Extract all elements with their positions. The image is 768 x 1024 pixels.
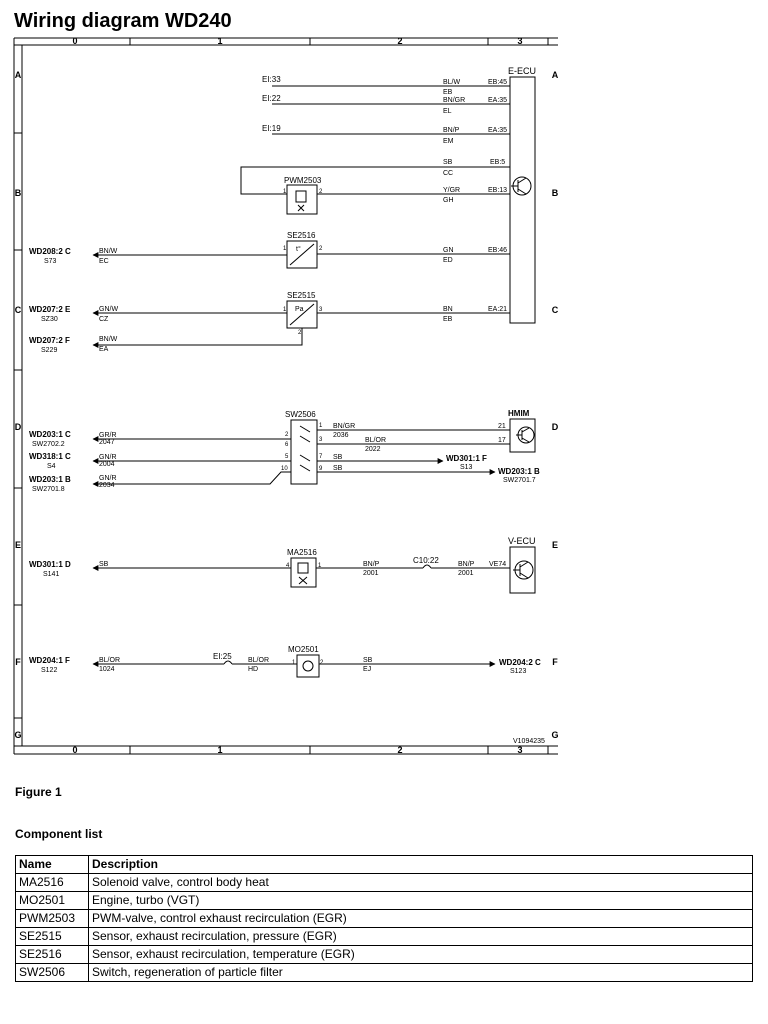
component-name: PWM2503 [16, 910, 89, 928]
table-header-row [16, 856, 753, 874]
wire-id: EM [443, 138, 454, 145]
row-label: E [14, 540, 22, 550]
table-row [16, 964, 753, 982]
wiring-diagram [0, 34, 768, 760]
connector-label: WD301:1 D [29, 560, 71, 569]
table-row [16, 928, 753, 946]
e-ecu [508, 66, 536, 323]
hmim [508, 409, 535, 452]
wire-id: ED [443, 257, 453, 264]
component-label: SW2506 [285, 410, 316, 419]
wire-color: SB [333, 465, 343, 472]
pin-number: 2 [319, 246, 323, 252]
wire-color: BN/GR [333, 423, 356, 430]
connector-label: WD207:2 E [29, 305, 71, 314]
connector-ei25-icon [224, 661, 232, 664]
wire-color: GN/W [99, 306, 119, 313]
pin-label: EA:35 [488, 127, 508, 134]
wire-color: SB [443, 159, 453, 166]
connector-label: WD203:1 B [29, 475, 71, 484]
pin-number: 9 [319, 466, 323, 472]
pin-label: EB:45 [488, 79, 508, 86]
wire-id: GH [443, 197, 454, 204]
column-label: 3 [517, 745, 523, 755]
connector-sub: SW2702.2 [32, 441, 65, 448]
component-description: Sensor, exhaust recirculation, pressure (EGR) [89, 928, 753, 946]
component-label: MO2501 [288, 645, 319, 654]
connector-sub: SW2701.7 [503, 477, 536, 484]
column-header: Name [16, 856, 89, 874]
component-description: Switch, regeneration of particle filter [89, 964, 753, 982]
sw2506-switch [29, 410, 540, 493]
wire-id: EA [99, 346, 109, 353]
component-description: PWM-valve, control exhaust recirculation (EGR) [89, 910, 753, 928]
drawing-code: V1094235 [513, 738, 545, 745]
ma2516-valve [29, 548, 510, 587]
diagram-frame [14, 38, 558, 754]
row-label: B [14, 188, 22, 198]
wire-color: BN/P [363, 561, 380, 568]
connector-sub: S123 [510, 668, 527, 675]
table-row [16, 874, 753, 892]
pin-number: 2 [285, 432, 289, 438]
pin-label: 17 [498, 437, 506, 444]
wire-color: BL/OR [365, 437, 387, 444]
component-list-heading: Component list [15, 827, 103, 841]
pin-number: 7 [319, 454, 323, 460]
wire-color: GR/R [99, 432, 117, 439]
row-label: B [551, 188, 559, 198]
pin-number: 1 [319, 423, 323, 429]
component-table [15, 855, 753, 982]
e-ecu-label: E-ECU [508, 66, 537, 76]
component-label: SE2516 [287, 231, 316, 240]
connector-sub: SZ30 [41, 316, 58, 323]
connector-label: WD208:2 C [29, 247, 71, 256]
column-label: 0 [72, 36, 78, 46]
wire-color: SB [99, 561, 109, 568]
wire-id: 2034 [99, 482, 115, 489]
connector-sub: S229 [41, 347, 58, 354]
figure-caption: Figure 1 [15, 785, 62, 799]
row-label: G [551, 730, 559, 740]
pin-number: 6 [285, 442, 289, 448]
wire-color: BN/W [99, 248, 118, 255]
wire-id: 2001 [458, 570, 474, 577]
component-label: PWM2503 [284, 176, 322, 185]
table-row [16, 910, 753, 928]
wire-id: EJ [363, 666, 372, 673]
wire-color: BN/P [458, 561, 475, 568]
connector-c10-22-icon [423, 565, 431, 568]
pin-number: 3 [319, 437, 323, 443]
pin-label: EB:46 [488, 247, 508, 254]
wire-id: 2036 [333, 432, 349, 439]
connector-label: WD203:1 C [29, 430, 71, 439]
connector-ref: EI:19 [262, 124, 281, 133]
component-label: SE2515 [287, 291, 316, 300]
connector-label: WD203:1 B [498, 467, 540, 476]
connector-ref: EI:25 [213, 652, 232, 661]
pwm2503-valve [283, 176, 510, 214]
wire-id: EB [443, 89, 453, 96]
wire-id: EC [99, 258, 109, 265]
wire-color: SB [363, 657, 373, 664]
row-label: D [551, 422, 559, 432]
pin-number: 2 [320, 660, 324, 666]
column-label: 1 [217, 36, 223, 46]
component-name: MA2516 [16, 874, 89, 892]
row-label: E [551, 540, 559, 550]
wire-id: HD [248, 666, 259, 673]
se2516-sensor [29, 231, 510, 268]
wire-color: BN [443, 306, 453, 313]
mo2501-motor [29, 645, 541, 677]
wire-id: 2047 [99, 439, 115, 446]
pin-number: 4 [286, 563, 290, 569]
row-label: A [551, 70, 559, 80]
column-label: 2 [397, 36, 403, 46]
pin-number: 2 [298, 330, 302, 336]
connector-sub: S141 [43, 571, 60, 578]
component-name: SE2516 [16, 946, 89, 964]
wire-color: BN/P [443, 127, 460, 134]
connector-ref: EI:22 [262, 94, 281, 103]
connector-sub: S13 [460, 464, 473, 471]
table-row [16, 946, 753, 964]
v-ecu-label: V-ECU [508, 536, 536, 546]
wire-color: BL/OR [248, 657, 270, 664]
wire-id: CZ [99, 316, 109, 323]
wire-color: GN/R [99, 454, 117, 461]
row-label: C [551, 305, 559, 315]
column-label: 2 [397, 745, 403, 755]
se2515-sensor [29, 291, 510, 354]
wire-id: CC [443, 170, 454, 177]
row-label: D [14, 422, 22, 432]
pin-label: VE74 [489, 561, 507, 568]
wire-color: BL/W [443, 79, 461, 86]
motor-icon [303, 661, 313, 671]
pin-label: EA:21 [488, 306, 508, 313]
wire-id: 2001 [363, 570, 379, 577]
connector-label: WD204:1 F [29, 656, 70, 665]
wire-color: BN/GR [443, 97, 466, 104]
component-description: Solenoid valve, control body heat [89, 874, 753, 892]
sensor-symbol: Pa [295, 306, 304, 313]
component-label: MA2516 [287, 548, 317, 557]
pin-number: 10 [281, 466, 288, 472]
pin-number: 3 [319, 307, 323, 313]
pin-label: EB:13 [488, 187, 508, 194]
column-header: Description [89, 856, 753, 874]
table-row [16, 892, 753, 910]
wire-id: 2004 [99, 461, 115, 468]
connector-sub: S73 [44, 258, 57, 265]
component-description: Sensor, exhaust recirculation, temperature (EGR) [89, 946, 753, 964]
component-name: SW2506 [16, 964, 89, 982]
component-description: Engine, turbo (VGT) [89, 892, 753, 910]
wire-color: Y/GR [443, 187, 461, 194]
column-label: 1 [217, 745, 223, 755]
sensor-symbol: t° [296, 246, 301, 253]
wire-id: 2022 [365, 446, 381, 453]
row-label: F [552, 657, 558, 667]
pin-label: 21 [498, 423, 506, 430]
connector-ref: C10:22 [413, 556, 439, 565]
pin-number: 1 [283, 189, 287, 195]
v-ecu [508, 536, 536, 593]
pin-number: 1 [283, 307, 287, 313]
column-label: 3 [517, 36, 523, 46]
connector-label: WD301:1 F [446, 454, 487, 463]
hmim-label: HMIM [508, 409, 530, 418]
row-label: C [14, 305, 22, 315]
wire-color: GN/R [99, 475, 117, 482]
connector-label: WD207:2 F [29, 336, 70, 345]
component-name: SE2515 [16, 928, 89, 946]
component-name: MO2501 [16, 892, 89, 910]
pin-number: 1 [292, 660, 296, 666]
pin-number: 5 [285, 454, 289, 460]
pin-number: 2 [319, 189, 323, 195]
wire-color: BL/OR [99, 657, 121, 664]
row-label: F [15, 657, 21, 667]
row-label: A [14, 70, 22, 80]
connector-sub: SW2701.8 [32, 486, 65, 493]
pin-label: EA:35 [488, 97, 508, 104]
connector-sub: S4 [47, 463, 56, 470]
connector-ref: EI:33 [262, 75, 281, 84]
pin-number: 1 [283, 246, 287, 252]
row-label: G [14, 730, 22, 740]
connector-label: WD318:1 C [29, 452, 71, 461]
eecu-wire-group [241, 75, 510, 194]
connector-label: WD204:2 C [499, 658, 541, 667]
wire-color: SB [333, 454, 343, 461]
pin-label: EB:5 [490, 159, 506, 166]
wire-id: 1024 [99, 666, 115, 673]
wire-id: EL [443, 108, 452, 115]
connector-sub: S122 [41, 667, 58, 674]
wire-id: EB [443, 316, 453, 323]
wire-color: BN/W [99, 336, 118, 343]
wire-color: GN [443, 247, 454, 254]
pin-number: 1 [318, 563, 322, 569]
page-title: Wiring diagram WD240 [14, 10, 232, 32]
column-label: 0 [72, 745, 78, 755]
